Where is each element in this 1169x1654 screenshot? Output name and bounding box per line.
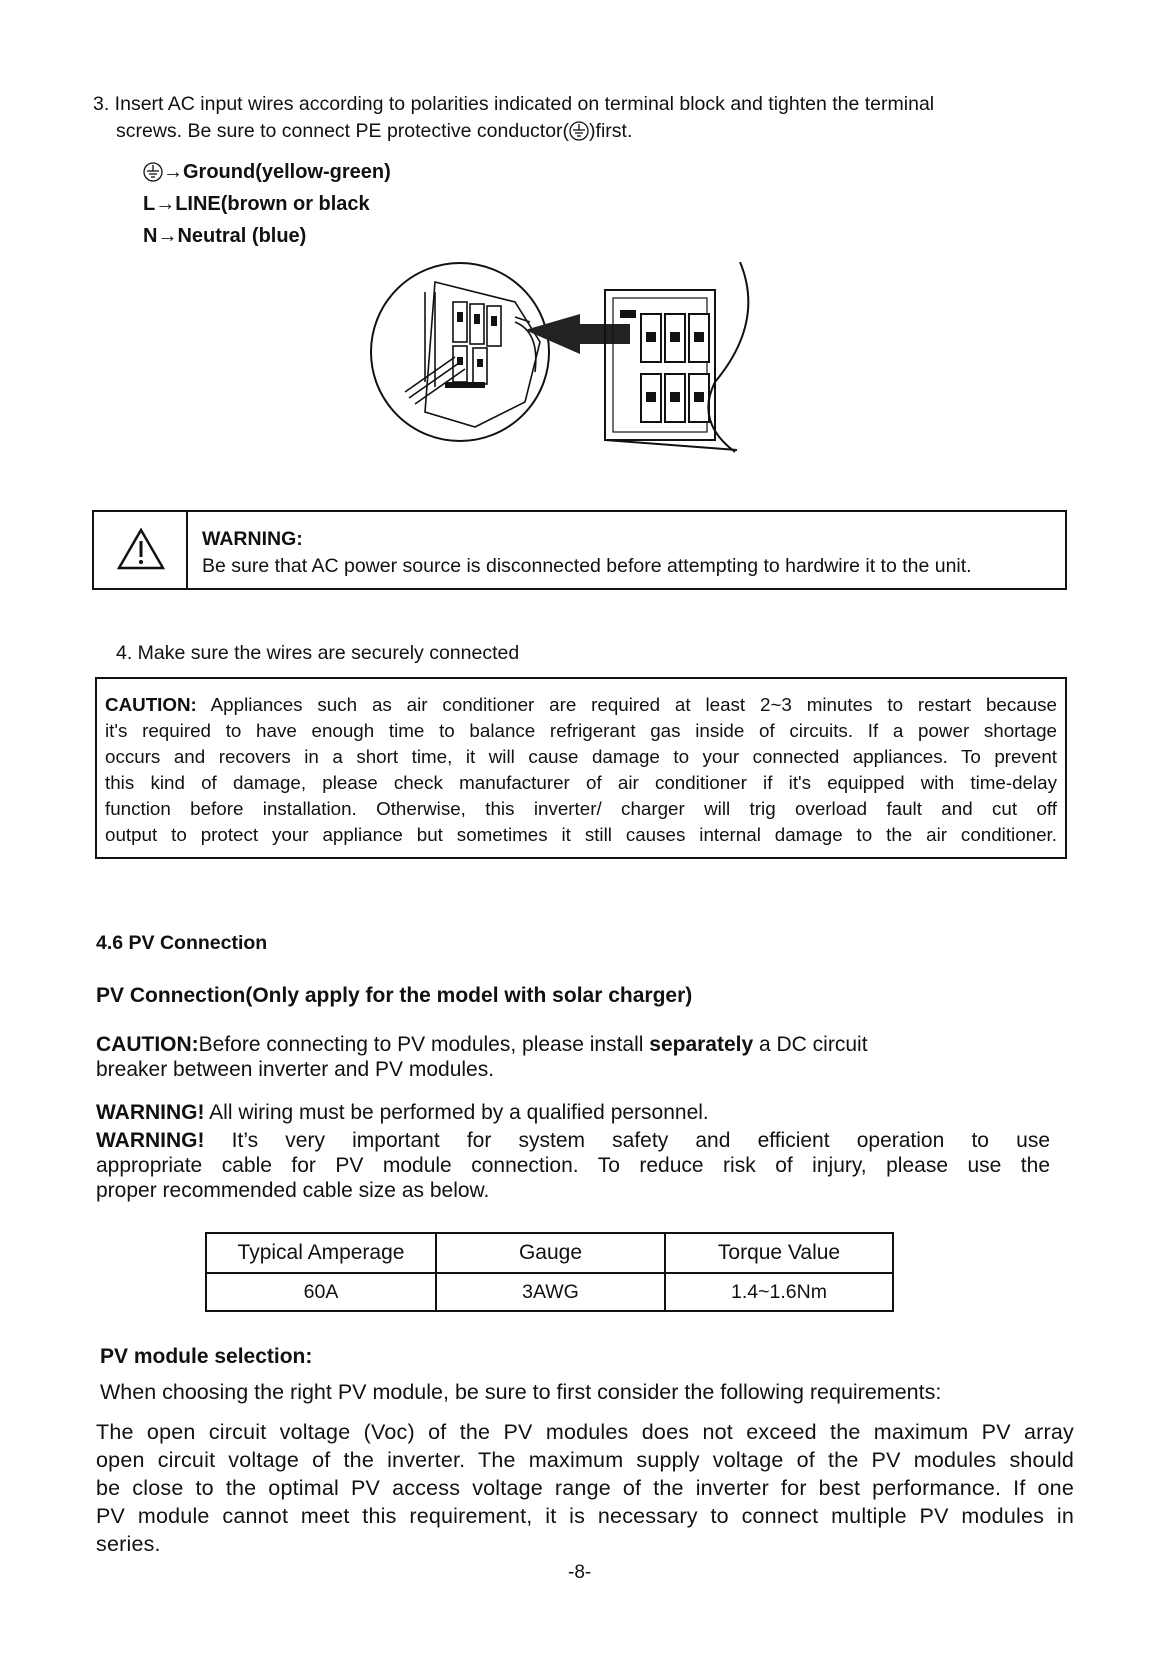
warning-icon-cell bbox=[94, 512, 188, 588]
terminal-block-illustration bbox=[365, 262, 805, 484]
table-header-torque: Torque Value bbox=[717, 1241, 841, 1264]
caution-box bbox=[95, 677, 1067, 859]
caution-label: CAUTION: bbox=[105, 694, 197, 715]
pv-selection-line-5: series. bbox=[96, 1532, 161, 1556]
warning-text: Be sure that AC power source is disconnected before attempting to hardwire it to the unit. bbox=[202, 555, 972, 577]
caution-line-2: it's required to have enough time to balance refrigerant gas inside of circuits. If a power shortage bbox=[105, 720, 1057, 741]
wiring-ground-label: →Ground(yellow-green) bbox=[163, 161, 391, 183]
section-subheading: PV Connection(Only apply for the model with solar charger) bbox=[96, 984, 693, 1007]
caution-line-6: output to protect your appliance but sometimes it still causes internal damage to the air conditioner. bbox=[105, 824, 1057, 845]
cable-table bbox=[205, 1232, 894, 1312]
table-cell-gauge: 3AWG bbox=[522, 1280, 579, 1303]
warning-triangle-icon bbox=[117, 528, 165, 570]
caution-line-3: occurs and recovers in a short time, it will cause damage to your connected appliances. To prevent bbox=[105, 746, 1057, 767]
warning-title: WARNING: bbox=[202, 528, 303, 550]
pv-caution-line2: breaker between inverter and PV modules. bbox=[96, 1058, 495, 1081]
wiring-line: L→LINE(brown or black bbox=[143, 193, 370, 215]
table-cell-amperage: 60A bbox=[303, 1280, 339, 1303]
warning-box bbox=[92, 510, 1067, 590]
caution-line-4: this kind of damage, please check manufacturer of air conditioner if it's equipped with time-delay bbox=[105, 772, 1057, 793]
pv-selection-line-2: open circuit voltage of the inverter. The maximum supply voltage of the PV modules should bbox=[96, 1448, 1074, 1472]
caution-line-5: function before installation. Otherwise, this inverter/ charger will trig overload fault and cut off bbox=[105, 798, 1057, 819]
step3-line2-end: )first. bbox=[589, 120, 633, 142]
pv-selection-line-4: PV module cannot meet this requirement, it is necessary to connect multiple PV modules in bbox=[96, 1504, 1074, 1528]
step4-text: 4. Make sure the wires are securely connected bbox=[116, 642, 520, 664]
pv-selection-heading: PV module selection: bbox=[100, 1345, 313, 1368]
section-heading: 4.6 PV Connection bbox=[96, 932, 268, 954]
pv-warning2-line3: proper recommended cable size as below. bbox=[96, 1179, 490, 1202]
step3-line1: 3. Insert AC input wires according to polarities indicated on terminal block and tighten the terminal bbox=[93, 93, 935, 115]
pv-selection-intro: When choosing the right PV module, be sure to first consider the following requirements: bbox=[100, 1380, 942, 1404]
pv-caution-line1: CAUTION:Before connecting to PV modules, please install separately a DC circuit bbox=[96, 1033, 868, 1056]
table-header-amperage: Typical Amperage bbox=[237, 1241, 405, 1264]
pv-caution-emphasis: separately bbox=[649, 1033, 754, 1056]
caution-line-1: CAUTION: Appliances such as air conditioner are required at least 2~3 minutes to restart because bbox=[105, 694, 1057, 715]
pv-warning2-line1: WARNING! It’s very important for system safety and efficient operation to use bbox=[96, 1129, 1050, 1152]
table-header-gauge: Gauge bbox=[518, 1241, 583, 1264]
ground-icon bbox=[569, 121, 589, 141]
pv-warning1-label: WARNING! bbox=[96, 1101, 205, 1124]
wiring-neutral: N→Neutral (blue) bbox=[143, 225, 307, 247]
pv-selection-line-3: be close to the optimal PV access voltage range of the inverter for best performance. If one bbox=[96, 1476, 1074, 1500]
ground-icon bbox=[143, 162, 163, 182]
pv-warning2-label: WARNING! bbox=[96, 1129, 205, 1152]
step3-line2-start: screws. Be sure to connect PE protective conductor( bbox=[116, 120, 570, 142]
page-number: -8- bbox=[568, 1562, 592, 1583]
wiring-ground bbox=[143, 159, 391, 185]
pv-caution-label: CAUTION: bbox=[96, 1033, 199, 1056]
table-cell-torque: 1.4~1.6Nm bbox=[731, 1280, 827, 1303]
pv-selection-line-1: The open circuit voltage (Voc) of the PV modules does not exceed the maximum PV array bbox=[96, 1420, 1074, 1444]
step3-line2 bbox=[116, 118, 632, 145]
pv-warning1: WARNING! All wiring must be performed by a qualified personnel. bbox=[96, 1101, 709, 1124]
pv-warning2-line2: appropriate cable for PV module connection. To reduce risk of injury, please use the bbox=[96, 1154, 1050, 1177]
